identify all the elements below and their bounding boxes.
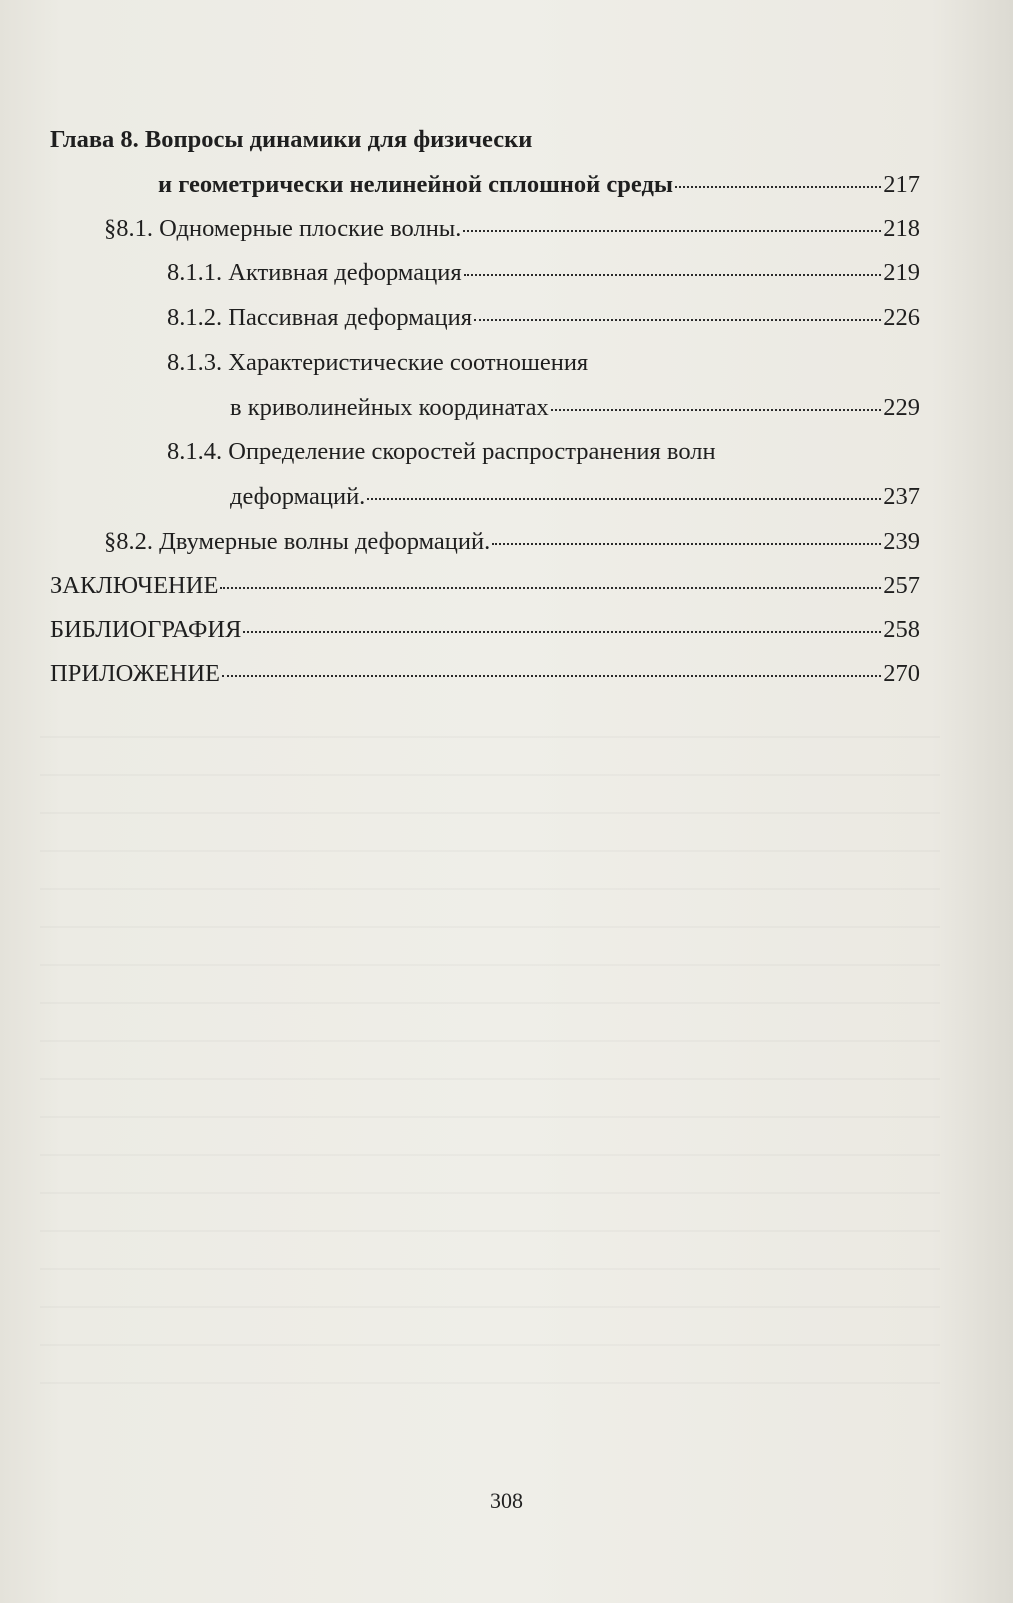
subsection-title-line2: деформаций.: [230, 483, 366, 510]
page-ref: 226: [883, 304, 920, 331]
page-ref: 237: [883, 483, 920, 510]
entry-title: БИБЛИОГРАФИЯ: [50, 616, 242, 643]
dot-leader: [474, 318, 881, 321]
subsection-title-line2: в криволинейных координатах: [230, 394, 549, 421]
section-title: §8.2. Двумерные волны деформаций.: [104, 528, 491, 555]
page-number: 308: [490, 1488, 523, 1513]
dot-leader: [464, 273, 882, 276]
toc-entry-conclusion[interactable]: [50, 571, 920, 601]
dot-leader: [551, 408, 881, 411]
chapter8-title-line2: и геометрически нелинейной сплошной среды: [158, 171, 673, 198]
subsection-title: 8.1.2. Пассивная деформация: [167, 304, 472, 331]
entry-title: ПРИЛОЖЕНИЕ: [50, 660, 220, 687]
dot-leader: [243, 630, 881, 633]
dot-leader: [222, 674, 881, 677]
subsection-8-1-3-line1: 8.1.3. Характеристические соотношения: [167, 349, 589, 376]
page-ref: 257: [883, 572, 920, 599]
dot-leader: [463, 229, 881, 232]
toc-entry-chapter8[interactable]: [158, 170, 920, 200]
toc-entry-appendix[interactable]: [50, 659, 920, 689]
page-ref: 258: [883, 616, 920, 643]
toc-entry-8-1-3[interactable]: [230, 393, 920, 423]
toc-entry-8-1-4[interactable]: [230, 482, 920, 512]
section-title: §8.1. Одномерные плоские волны.: [104, 215, 462, 242]
dot-leader: [675, 185, 881, 188]
page-ref: 219: [883, 259, 920, 286]
toc-entry-8-1-2[interactable]: [167, 303, 920, 333]
page-ref: 239: [883, 528, 920, 555]
toc-entry-bibliography[interactable]: [50, 615, 920, 645]
dot-leader: [492, 542, 881, 545]
chapter8-title-line1: Глава 8. Вопросы динамики для физически: [50, 126, 533, 153]
page-ref: 270: [883, 660, 920, 687]
subsection-8-1-4-line1: 8.1.4. Определение скоростей распространения волн: [167, 438, 716, 465]
page-ref: 229: [883, 394, 920, 421]
dot-leader: [220, 586, 881, 589]
toc-entry-8-1-1[interactable]: [167, 258, 920, 288]
page-ref: 218: [883, 215, 920, 242]
subsection-title: 8.1.1. Активная деформация: [167, 259, 462, 286]
toc-entry-section-8-1[interactable]: [104, 214, 920, 244]
dot-leader: [367, 497, 881, 500]
entry-title: ЗАКЛЮЧЕНИЕ: [50, 572, 219, 599]
toc-entry-section-8-2[interactable]: [104, 527, 920, 557]
page-ref: 217: [883, 171, 920, 198]
bleed-through-texture: [40, 700, 940, 1420]
